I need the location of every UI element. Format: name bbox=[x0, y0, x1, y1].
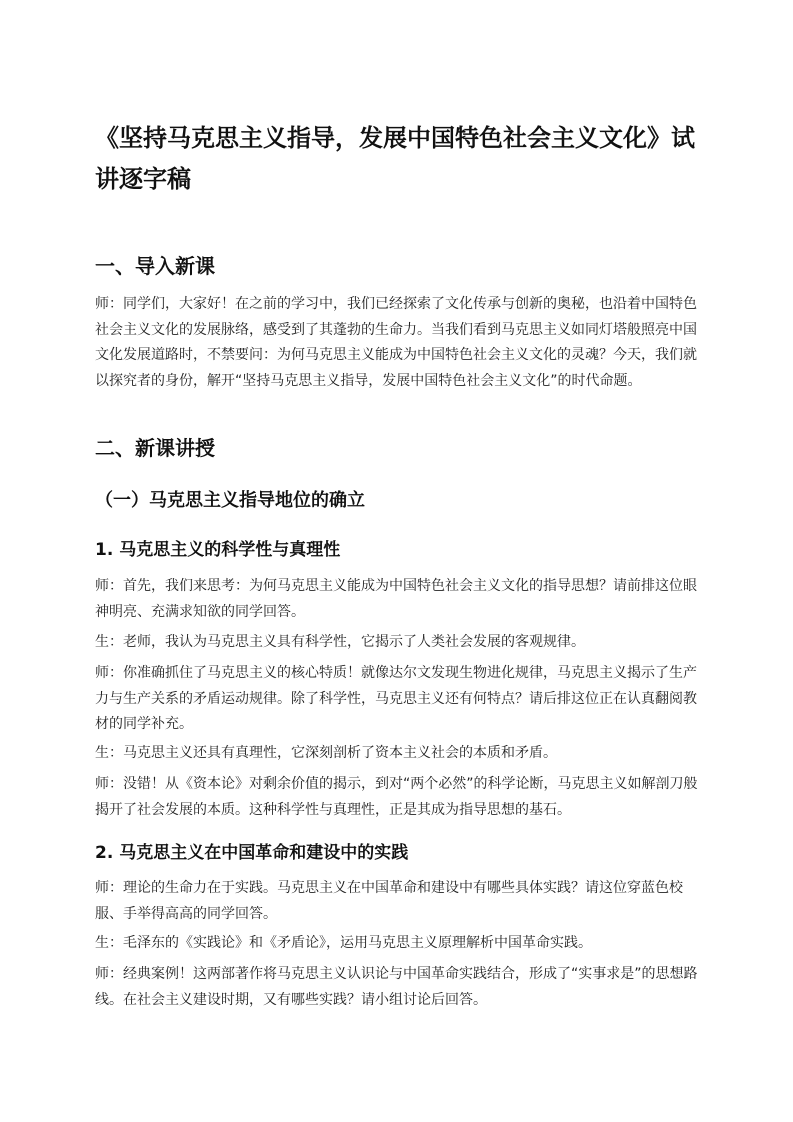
dialogue-paragraph: 生：毛泽东的《实践论》和《矛盾论》，运用马克思主义原理解析中国革命实践。 bbox=[95, 935, 592, 951]
dialogue-paragraph: 师：经典案例！这两部著作将马克思主义认识论与中国革命实践结合，形成了“实事求是”的思想路线。在社会主义建设时期，又有哪些实践？请小组讨论后回答。 bbox=[95, 966, 698, 1008]
section-heading-lecture: 二、新课讲授 bbox=[95, 436, 215, 460]
document-title: 《坚持马克思主义指导，发展中国特色社会主义文化》试讲逐字稿 bbox=[95, 124, 695, 193]
dialogue-paragraph: 师：理论的生命力在于实践。马克思主义在中国革命和建设中有哪些具体实践？请这位穿蓝色校服、手举得高高的同学回答。 bbox=[95, 880, 683, 922]
dialogue-paragraph: 师：首先，我们来思考：为何马克思主义能成为中国特色社会主义文化的指导思想？请前排这位眼神明亮、充满求知欲的同学回答。 bbox=[95, 578, 697, 620]
dialogue-paragraph: 师：你准确抓住了马克思主义的核心特质！就像达尔文发现生物进化规律，马克思主义揭示了生产力与生产关系的矛盾运动规律。除了科学性，马克思主义还有何特点？请后排这位正在认真翻阅教材的同学补充。 bbox=[95, 665, 697, 732]
intro-paragraph: 师：同学们，大家好！在之前的学习中，我们已经探索了文化传承与创新的奥秘，也沿着中国特色社会主义文化的发展脉络，感受到了其蓬勃的生命力。当我们看到马克思主义如同灯塔般照亮中国文化发展道路时，不禁要问：为何马克思主义能成为中国特色社会主义文化的灵魂？今天，我们就以探究者的身份，解开“坚持马克思主义指导，发展中国特色社会主义文化”的时代命题。 bbox=[95, 296, 697, 389]
dialogue-paragraph: 生：老师，我认为马克思主义具有科学性，它揭示了人类社会发展的客观规律。 bbox=[95, 634, 585, 650]
dialogue-paragraph: 师：没错！从《资本论》对剩余价值的揭示，到对“两个必然”的科学论断，马克思主义如解剖刀般揭开了社会发展的本质。这种科学性与真理性，正是其成为指导思想的基石。 bbox=[95, 776, 698, 818]
topic-heading-2: 2. 马克思主义在中国革命和建设中的实践 bbox=[95, 843, 409, 863]
subsection-heading: （一）马克思主义指导地位的确立 bbox=[95, 490, 365, 511]
dialogue-paragraph: 生：马克思主义还具有真理性，它深刻剖析了资本主义社会的本质和矛盾。 bbox=[95, 745, 557, 761]
section-heading-intro: 一、导入新课 bbox=[95, 254, 215, 278]
topic-heading-1: 1. 马克思主义的科学性与真理性 bbox=[95, 540, 341, 560]
